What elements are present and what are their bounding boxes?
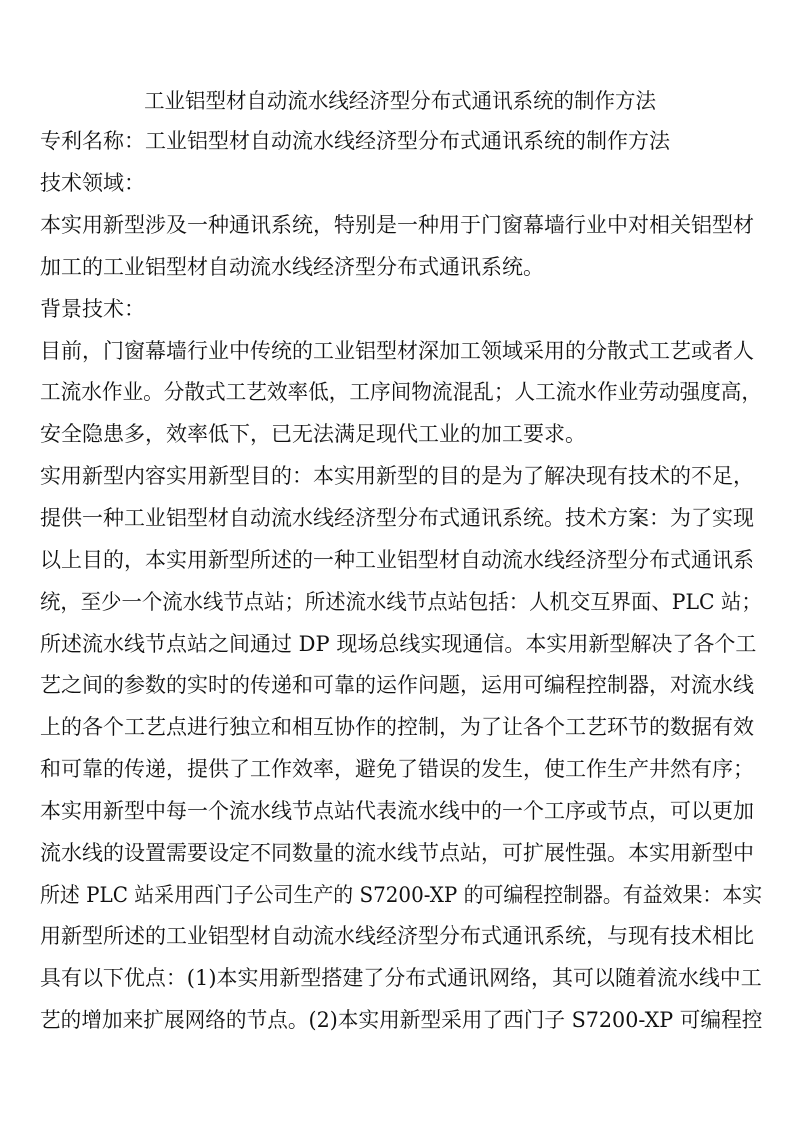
paragraph-line: 安全隐患多，效率低下，已无法满足现代工业的加工要求。 xyxy=(40,422,586,446)
paragraph-line: 具有以下优点：(1)本实用新型搭建了分布式通讯网络，其可以随着流水线中工 xyxy=(40,966,762,990)
paragraph-line: 以上目的，本实用新型所述的一种工业铝型材自动流水线经济型分布式通讯系 xyxy=(40,548,754,572)
paragraph-line: 本实用新型中每一个流水线节点站代表流水线中的一个工序或节点，可以更加 xyxy=(40,799,754,823)
paragraph-line: 用新型所述的工业铝型材自动流水线经济型分布式通讯系统，与现有技术相比 xyxy=(40,924,754,948)
paragraph-line: 加工的工业铝型材自动流水线经济型分布式通讯系统。 xyxy=(40,255,544,279)
paragraph-line: 流水线的设置需要设定不同数量的流水线节点站，可扩展性强。本实用新型中 xyxy=(40,841,754,865)
paragraph-line: 和可靠的传递，提供了工作效率，避免了错误的发生，使工作生产井然有序； xyxy=(40,757,754,781)
patent-name-line: 专利名称：工业铝型材自动流水线经济型分布式通讯系统的制作方法 xyxy=(40,129,670,153)
paragraph-line: 所述 PLC 站采用西门子公司生产的 S7200-XP 的可编程控制器。有益效果：本实 xyxy=(40,883,763,907)
document-title: 工业铝型材自动流水线经济型分布式通讯系统的制作方法 xyxy=(144,89,656,113)
section-heading-background: 背景技术： xyxy=(40,297,145,321)
paragraph-line: 实用新型内容实用新型目的：本实用新型的目的是为了解决现有技术的不足， xyxy=(40,464,754,488)
paragraph-line: 艺的增加来扩展网络的节点。(2)本实用新型采用了西门子 S7200-XP 可编程控 xyxy=(40,1008,763,1032)
paragraph-line: 艺之间的参数的实时的传递和可靠的运作问题，运用可编程控制器，对流水线 xyxy=(40,673,754,697)
paragraph-line: 上的各个工艺点进行独立和相互协作的控制，为了让各个工艺环节的数据有效 xyxy=(40,715,754,739)
paragraph-line: 统，至少一个流水线节点站；所述流水线节点站包括：人机交互界面、PLC 站； xyxy=(40,590,762,614)
paragraph-line: 所述流水线节点站之间通过 DP 现场总线实现通信。本实用新型解决了各个工 xyxy=(40,632,757,656)
paragraph-line: 工流水作业。分散式工艺效率低，工序间物流混乱；人工流水作业劳动强度高， xyxy=(40,380,762,404)
paragraph-line: 提供一种工业铝型材自动流水线经济型分布式通讯系统。技术方案：为了实现 xyxy=(40,506,754,530)
section-heading-technical-field: 技术领域： xyxy=(40,171,145,195)
paragraph-line: 本实用新型涉及一种通讯系统，特别是一种用于门窗幕墙行业中对相关铝型材 xyxy=(40,213,754,237)
paragraph-line: 目前，门窗幕墙行业中传统的工业铝型材深加工领域采用的分散式工艺或者人 xyxy=(40,339,754,363)
